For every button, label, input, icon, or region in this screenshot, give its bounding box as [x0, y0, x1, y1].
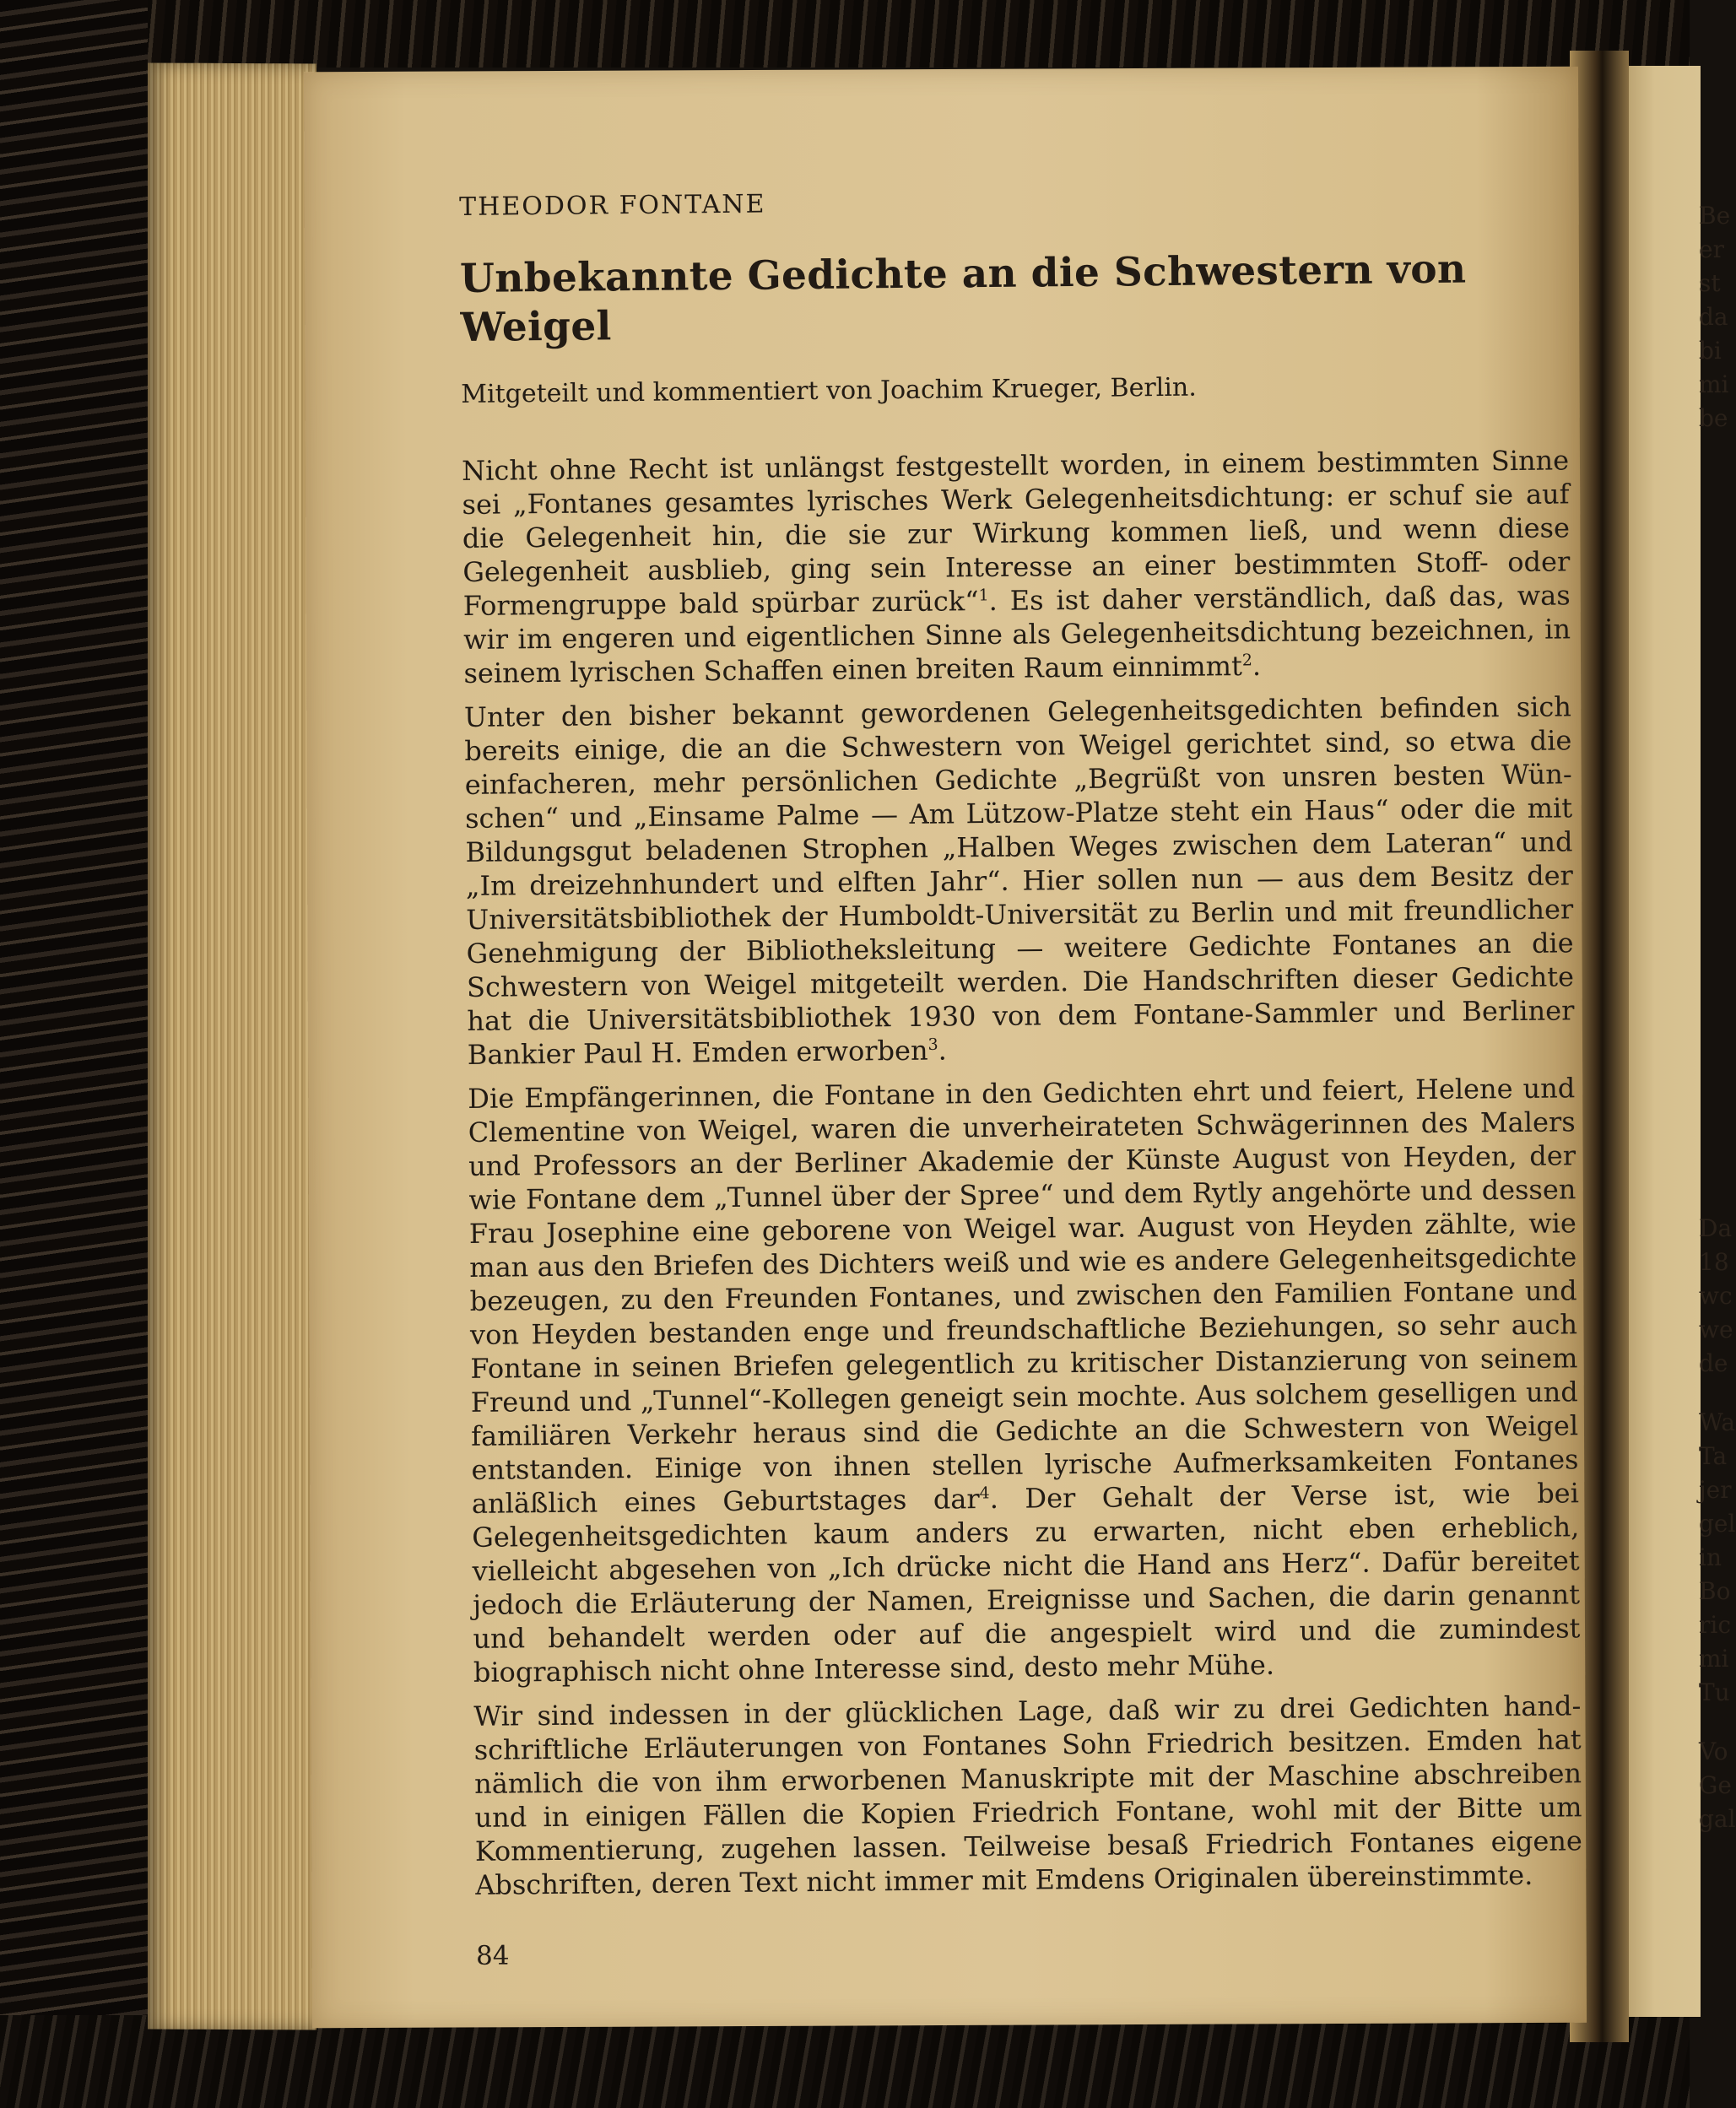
article-title: Unbekannte Gedichte an die Schwestern von Weigel [459, 246, 1467, 351]
page-content [459, 180, 1583, 1972]
footnote-ref-4: 4 [979, 1484, 990, 1503]
facing-fragment: we [1699, 1316, 1733, 1343]
paragraph-1-text-a: Nicht ohne Recht ist unlängst festgestellt worden, in einem bestimmten Sinne sei „Fontanes gesamtes lyrisches Werk Gelegenheitsdichtung: er schuf sie auf die Gelegenheit hin, die sie zur Wirkung kommen ließ, und wenn diese Gelegenheit ausblieb, ging sein Interesse an einer bestimmten Stoff- oder Formengruppe bald spürbar zurück“ [462, 444, 1571, 622]
facing-fragment: ric [1699, 1611, 1732, 1639]
table-surface-top [0, 0, 1690, 68]
facing-page [1625, 66, 1736, 2017]
facing-fragment: Ta [1699, 1442, 1728, 1470]
paragraph-3 [468, 1071, 1581, 1689]
table-surface-left [0, 0, 148, 2108]
footnote-ref-3: 3 [927, 1035, 938, 1055]
article-byline: Mitgeteilt und kommentiert von Joachim Krueger, Berlin. [461, 372, 1197, 409]
facing-fragment: Vo [1699, 1738, 1728, 1765]
page-edges [148, 62, 316, 2030]
facing-fragment: Bo [1699, 1577, 1731, 1605]
paragraph-2-text-a: Unter den bisher bekannt gewordenen Gelegenheitsgedichten befinden sich bereits einige, die an die Schwestern von Weigel gerichtet sind, so etwa die einfacheren, mehr persönlichen Gedichte „Begrüßt von unsren besten Wünschen“ und „Einsame Palme — Am Lützow-Platze steht ein Haus“ oder die mit Bildungsgut beladenen Strophen „Halben Weges zwischen dem Lateran“ und „Im dreizehnhundert und elften Jahr“. Hier sollen nun — aus dem Besitz der Universitätsbibliothek der Humboldt-Universität zu Berlin und mit freundlicher Genehmigung der Bibliotheksleitung — weitere Gedichte Fontanes an die Schwestern von Weigel mitgeteilt werden. Die Handschriften dieser Gedichte hat die Universitätsbibliothek 1930 von dem Fontane-Sammler und Berliner Bankier Paul H. Emden erworben [463, 690, 1575, 1071]
paragraph-1-text-c: . [1252, 649, 1262, 683]
facing-fragment: Tu [1699, 1678, 1730, 1706]
facing-fragment: bi [1699, 337, 1722, 365]
facing-fragment: mi [1699, 1645, 1729, 1673]
facing-fragment: da [1699, 303, 1728, 331]
facing-fragment: wc [1699, 1282, 1733, 1310]
facing-fragment: Da [1699, 1214, 1733, 1242]
paragraph-1-text-b: . Es ist daher verständlich, daß das, was wir im engeren und eigentlichen Sinne als Gelegenheitsdichtung bezeichnen, in seinem lyrischen Schaffen einen breiten Raum einnimmt [462, 579, 1571, 689]
paragraph-3-text-b: . Der Gehalt der Verse ist, wie bei Gelegenheitsgedichten kaum anders zu erwarten, nicht eben erheblich, vielleicht abgesehen von „Ich drücke nicht die Hand ans Herz“. Dafür bereitet jedoch die Erläuterung der Namen, Ereignisse und Sachen, die darin genannt und behandelt werden oder auf die angespielt wird und die zumindest biographisch nicht ohne Interesse sind, desto mehr Mühe. [472, 1477, 1581, 1689]
author-name: THEODOR FONTANE [459, 189, 766, 222]
facing-fragment: Wa [1699, 1408, 1736, 1436]
facing-fragment: st [1699, 269, 1721, 297]
paragraph-4: Wir sind indessen in der glücklichen Lage, daß wir zu drei Gedichten handschriftliche Erläuterungen von Fontanes Sohn Friedrich besitzen. Emden hat nämlich die von ihm erworbenen Manuskripte mit der Maschine abschreiben und in einigen Fällen die Kopien Friedrich Fontane, wohl mit der Bitte um Kommentierung, zugehen lassen. Teilweise besaß Friedrich Fontanes eigene Abschriften, deren Text nicht immer mit Emdens Originalen übereinstimmte. [473, 1689, 1583, 1901]
paragraph-2 [464, 689, 1575, 1072]
paragraph-3-text-a: Die Empfängerinnen, die Fontane in den Gedichten ehrt und feiert, Helene und Clementine von Weigel, waren die unverheirateten Schwägerinnen des Malers und Professors an der Berliner Akademie der Künste August von Heyden, der wie Fontane dem „Tunnel über der Spree“ und dem Rytly angehörte und dessen Frau Josephine eine geborene von Weigel war. August von Heyden zählte, wie man aus den Briefen des Dichters weiß und wie es andere Gelegenheitsgedichte bezeugen, zu den Freunden Fontanes, und zwischen den Familien Fontane und von Heyden bestanden enge und freundschaftliche Beziehungen, so sehr auch Fontane in seinen Briefen gelegentlich zu kritischer Distanzierung von seinem Freund und „Tunnel“-Kollegen geneigt sein mochte. Aus solchem geselligen und familiären Verkehr heraus sind die Gedichte an die Schwestern von Weigel entstanden. Einige von ihnen stellen lyrische Aufmerksamkeiten Fontanes anläßlich eines Geburtstages dar [468, 1072, 1579, 1520]
footnote-ref-1: 1 [978, 586, 989, 605]
facing-fragment: mi [1699, 370, 1729, 398]
facing-fragment: be [1699, 404, 1728, 432]
facing-fragment: in [1699, 1543, 1722, 1571]
facing-fragment: de [1699, 1349, 1728, 1377]
facing-fragment: Be [1699, 202, 1731, 230]
page-number: 84 [475, 1940, 510, 1971]
footnote-ref-2: 2 [1241, 651, 1252, 670]
facing-fragment: gel [1699, 1510, 1736, 1538]
paragraph-1 [462, 443, 1571, 690]
paragraph-2-text-b: . [938, 1034, 948, 1067]
facing-fragment: jer [1699, 1476, 1732, 1504]
facing-fragment: er [1699, 235, 1724, 263]
facing-fragment: Ge [1699, 1771, 1732, 1799]
facing-fragment: gal [1699, 1805, 1736, 1833]
facing-fragment: 18 [1699, 1248, 1729, 1276]
